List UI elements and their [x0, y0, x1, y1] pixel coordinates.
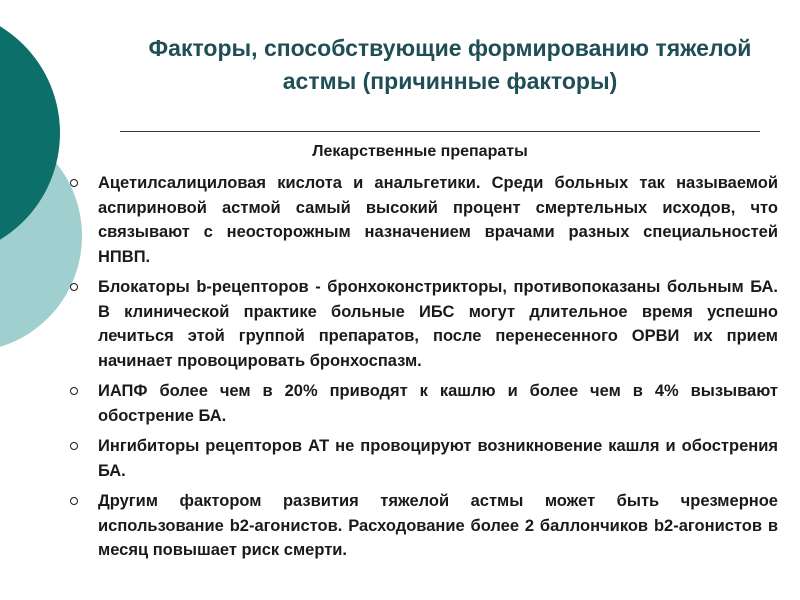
list-item — [70, 379, 778, 428]
list-item-text: Другим фактором развития тяжелой астмы может быть чрезмерное использование b2-агонистов. Расходование более 2 баллончиков b2-агонистов в месяц повышает риск смерти. — [98, 492, 778, 559]
bullet-list — [70, 171, 778, 569]
title-divider — [120, 131, 760, 132]
list-item-text: Блокаторы b-рецепторов - бронхоконстрикторы, противопоказаны больным БА. В клинической практике больные ИБС могут длительное время успешно лечиться этой группой препаратов, после перенесенного ОРВИ их прием начинает провоцировать бронхоспазм. — [98, 278, 778, 370]
bullet-circle-icon — [70, 283, 78, 291]
list-item-text: Ацетилсалициловая кислота и анальгетики. Среди больных так называемой аспириновой астмой самый высокий процент смертельных исходов, что связывают с неосторожным назначением врачами разных специальностей НПВП. — [98, 174, 778, 266]
list-item — [70, 489, 778, 563]
bullet-circle-icon — [70, 387, 78, 395]
list-item — [70, 434, 778, 483]
list-item-text: Ингибиторы рецепторов АТ не провоцируют возникновение кашля и обострения БА. — [98, 437, 778, 480]
list-item — [70, 171, 778, 269]
bullet-circle-icon — [70, 442, 78, 450]
bullet-circle-icon — [70, 179, 78, 187]
bullet-circle-icon — [70, 497, 78, 505]
list-item — [70, 275, 778, 373]
section-subtitle: Лекарственные препараты — [312, 143, 528, 160]
slide-title: Факторы, способствующие формированию тяжелой астмы (причинные факторы) — [148, 35, 752, 94]
list-item-text: ИАПФ более чем в 20% приводят к кашлю и более чем в 4% вызывают обострение БА. — [98, 382, 778, 425]
